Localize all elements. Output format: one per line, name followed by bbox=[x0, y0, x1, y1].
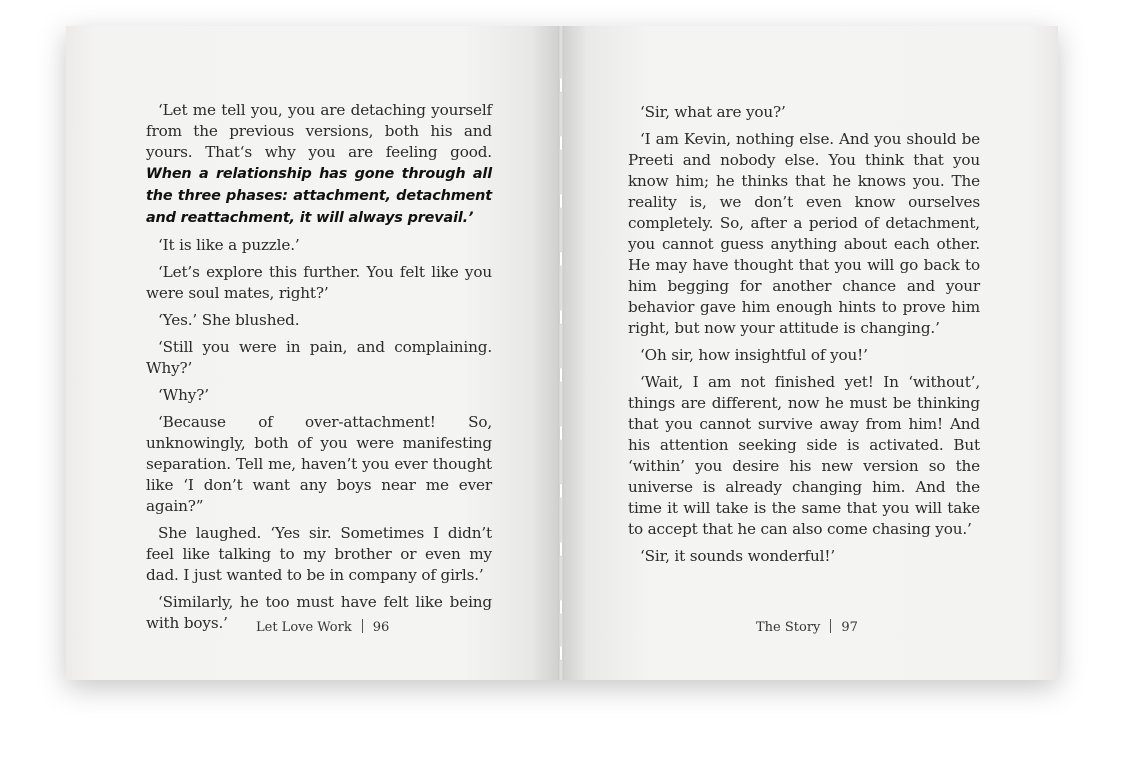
left-footer-book-title: Let Love Work bbox=[256, 620, 352, 635]
binding-stitch bbox=[560, 310, 562, 324]
binding-stitch bbox=[560, 78, 562, 92]
paragraph-text: ‘Oh sir, how insightful of you!’ bbox=[640, 346, 868, 364]
right-footer-chapter-title: The Story bbox=[756, 620, 821, 635]
left-paragraph-2 bbox=[146, 235, 492, 256]
left-page-footer bbox=[256, 619, 389, 635]
right-page-number: 97 bbox=[841, 620, 858, 635]
binding-stitch bbox=[560, 136, 562, 150]
binding-stitch bbox=[560, 426, 562, 440]
right-paragraph-1 bbox=[628, 102, 980, 123]
book-spine-gutter bbox=[558, 26, 564, 680]
binding-stitch bbox=[560, 646, 562, 660]
left-paragraph-3 bbox=[146, 262, 492, 304]
left-paragraph-8 bbox=[146, 523, 492, 586]
footer-separator bbox=[830, 619, 831, 633]
binding-stitch bbox=[560, 194, 562, 208]
left-paragraph-1 bbox=[146, 100, 492, 229]
binding-stitch bbox=[560, 484, 562, 498]
paragraph-text: She laughed. ‘Yes sir. Sometimes I didn’t feel like talking to my brother or even my dad. I just wanted to be in company of girls.’ bbox=[146, 524, 492, 584]
paragraph-text: ‘Yes.’ She blushed. bbox=[158, 311, 300, 329]
binding-stitch bbox=[560, 600, 562, 614]
paragraph-text: ‘It is like a puzzle.’ bbox=[158, 236, 300, 254]
paragraph-text: ‘Sir, it sounds wonderful!’ bbox=[640, 547, 836, 565]
paragraph-text: ‘Sir, what are you?’ bbox=[640, 103, 786, 121]
right-paragraph-3 bbox=[628, 345, 980, 366]
paragraph-text: ‘Still you were in pain, and complaining. Why?’ bbox=[146, 338, 492, 377]
left-page-body-text bbox=[146, 100, 492, 640]
paragraph-text: ‘Wait, I am not finished yet! In ‘without’, things are different, now he must be thinking that you cannot survive away from him! And his attention seeking side is activated. But ‘within’ you desire his new version so the universe is already changing him. And the time it will take is the same that you will take to accept that he can also come chasing you.’ bbox=[628, 373, 980, 538]
right-paragraph-2 bbox=[628, 129, 980, 339]
paragraph-text: ‘Why?’ bbox=[158, 386, 209, 404]
paragraph-text: ‘I am Kevin, nothing else. And you should be Preeti and nobody else. You think that you know him; he thinks that he knows you. The reality is, we don’t even know ourselves completely. So, after a period of detachment, you cannot guess anything about each other. He may have thought that you will go back to him begging for another chance and your behavior gave him enough hints to prove him right, but now your attitude is changing.’ bbox=[628, 130, 980, 337]
paragraph-text: ‘Let me tell you, you are detaching yourself from the previous versions, both his and yours. That‘s why you are feeling good. bbox=[146, 101, 492, 161]
left-paragraph-6 bbox=[146, 385, 492, 406]
right-paragraph-4 bbox=[628, 372, 980, 540]
paragraph-text: ‘Because of over-attachment! So, unknowingly, both of you were manifesting separation. Tell me, haven’t you ever thought like ‘I don’t want any boys near me ever again?” bbox=[146, 413, 492, 515]
right-paragraph-5 bbox=[628, 546, 980, 567]
paragraph-text: ‘Let’s explore this further. You felt like you were soul mates, right?’ bbox=[146, 263, 492, 302]
binding-stitch bbox=[560, 368, 562, 382]
left-page-number: 96 bbox=[372, 620, 390, 635]
binding-stitch bbox=[560, 542, 562, 556]
left-paragraph-4 bbox=[146, 310, 492, 331]
right-page-footer bbox=[756, 619, 858, 635]
left-paragraph-5 bbox=[146, 337, 492, 379]
right-page-body-text bbox=[628, 102, 980, 573]
open-book bbox=[66, 26, 1058, 682]
binding-stitch bbox=[560, 252, 562, 266]
emphasized-text: When a relationship has gone through all the three phases: attachment, detachment and reattachment, it will always prevail.’ bbox=[146, 166, 492, 226]
left-paragraph-7 bbox=[146, 412, 492, 517]
paragraph-text: ‘Similarly, he too must have felt like being with boys.’ bbox=[146, 593, 492, 632]
footer-separator bbox=[362, 619, 363, 633]
